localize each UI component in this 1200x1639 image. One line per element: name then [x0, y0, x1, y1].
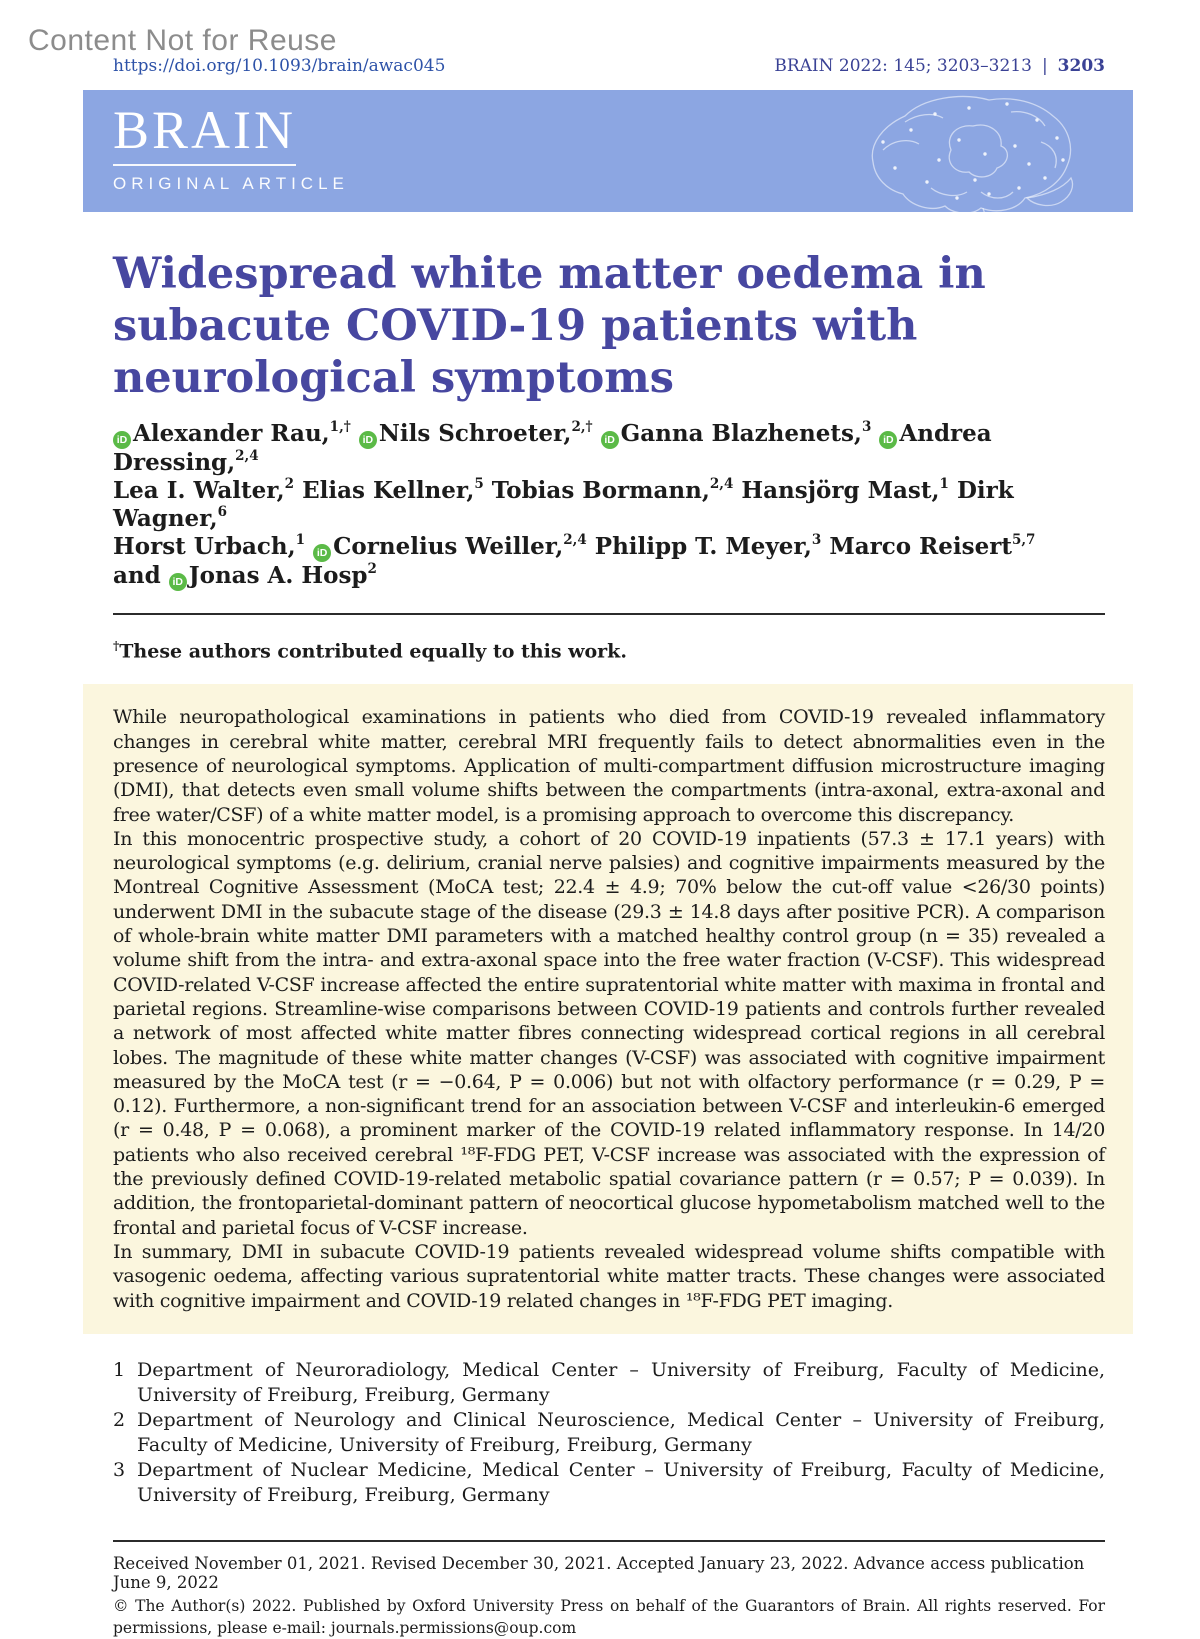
- affiliation-item: [113, 1358, 1105, 1408]
- author-name: Andrea Dressing,: [113, 420, 992, 477]
- author-list: [113, 420, 1105, 591]
- author-name: Tobias Bormann,: [491, 477, 710, 505]
- author-name: Lea I. Walter,: [113, 477, 285, 505]
- orcid-icon[interactable]: iD: [601, 431, 619, 449]
- author-affiliation-superscript: 1: [295, 532, 306, 549]
- affiliation-item: [113, 1458, 1105, 1508]
- abstract-paragraph-3: In summary, DMI in subacute COVID-19 patients revealed widespread volume shifts compatible with vasogenic oedema, affecting various supratentorial white matter tracts. These changes were associated with cognitive impairment and COVID-19 related changes in ¹⁸F-FDG PET imaging.: [113, 1240, 1105, 1312]
- author-name: Philipp T. Meyer,: [594, 533, 812, 561]
- page-number: 3203: [1057, 56, 1105, 76]
- author-affiliation-superscript: 5,7: [1011, 532, 1036, 549]
- orcid-icon[interactable]: iD: [113, 431, 131, 449]
- author-name: Dirk Wagner,: [113, 477, 1014, 533]
- affiliation-text: Department of Nuclear Medicine, Medical Center – University of Freiburg, Faculty of Medicine, University of Freiburg, Freiburg, Germany: [137, 1458, 1105, 1506]
- author-conjunction: and: [113, 562, 169, 590]
- copyright-notice: © The Author(s) 2022. Published by Oxford University Press on behalf of the Guarantors of Brain. All rights reserved. For permissions, please e-mail: journals.permissions@oup.com: [113, 1596, 1105, 1637]
- journal-logo: BRAIN: [113, 103, 296, 166]
- dagger-marker: †: [113, 639, 120, 654]
- author-affiliation-superscript: 6: [217, 504, 228, 521]
- author-affiliation-superscript: 1,†: [329, 419, 351, 436]
- orcid-icon[interactable]: iD: [359, 431, 377, 449]
- abstract-box: [83, 684, 1133, 1333]
- affiliation-number: 2: [113, 1408, 126, 1431]
- affiliation-item: [113, 1408, 1105, 1458]
- article-title: Widespread white matter oedema in subacute COVID-19 patients with neurological symptoms: [113, 249, 986, 404]
- citation: [774, 56, 1105, 76]
- footnote-text: These authors contributed equally to this work.: [119, 640, 627, 663]
- citation-divider: |: [1041, 56, 1048, 76]
- author-affiliation-superscript: 3: [861, 419, 872, 436]
- author-name: Hansjörg Mast,: [741, 477, 940, 505]
- author-affiliation-superscript: 2,†: [571, 419, 593, 436]
- author-name: Jonas A. Hosp: [188, 562, 368, 590]
- abstract-paragraph-1: While neuropathological examinations in patients who died from COVID-19 revealed inflammatory changes in cerebral white matter, cerebral MRI frequently fails to detect abnormalities even in the presence of neurological symptoms. Application of multi-compartment diffusion microstructure imaging (DMI), that detects even small volume shifts between the compartments (intra-axonal, extra-axonal and free water/CSF) of a white matter model, is a promising approach to overcome this discrepancy.: [113, 706, 1105, 826]
- orcid-icon[interactable]: iD: [313, 544, 331, 562]
- orcid-icon[interactable]: iD: [169, 573, 187, 591]
- author-affiliation-superscript: 2: [284, 476, 295, 493]
- affiliations-list: [113, 1358, 1105, 1508]
- divider-rule-top: [113, 613, 1105, 615]
- citation-text: BRAIN 2022: 145; 3203–3213: [774, 56, 1032, 76]
- divider-rule-bottom: [113, 1540, 1105, 1542]
- abstract-paragraph-2: In this monocentric prospective study, a cohort of 20 COVID-19 inpatients (57.3 ± 17.1 years) with neurological symptoms (e.g. delirium, cranial nerve palsies) and cognitive impairments measured by the Montreal Cognitive Assessment (MoCA test; 22.4 ± 4.9; 70% below the cut-off value <26/30 points) underwent DMI in the subacute stage of the disease (29.3 ± 14.8 days after positive PCR). A comparison of whole-brain white matter DMI parameters with a matched healthy control group (n = 35) revealed a volume shift from the intra- and extra-axonal space into the free water fraction (V-CSF). This widespread COVID-related V-CSF increase affected the entire supratentorial white matter with maxima in frontal and parietal regions. Streamline-wise comparisons between COVID-19 patients and controls further revealed a network of most affected white matter fibres connecting widespread cortical regions in all cerebral lobes. The magnitude of these white matter changes (V-CSF) was associated with cognitive impairment measured by the MoCA test (r = −0.64, P = 0.006) but not with olfactory performance (r = 0.29, P = 0.12). Furthermore, a non-significant trend for an association between V-CSF and interleukin-6 emerged (r = 0.48, P = 0.068), a prominent marker of the COVID-19 related inflammatory response. In 14/20 patients who also received cerebral ¹⁸F-FDG PET, V-CSF increase was associated with the expression of the previously defined COVID-19-related metabolic spatial covariance pattern (r = 0.57; P = 0.039). In addition, the frontoparietal-dominant pattern of neocortical glucose hypometabolism matched well to the frontal and parietal focus of V-CSF increase.: [113, 827, 1105, 1239]
- author-name: Alexander Rau,: [133, 420, 330, 448]
- author-name: Marco Reisert: [829, 533, 1012, 561]
- author-affiliation-superscript: 3: [811, 532, 822, 549]
- author-affiliation-superscript: 2,4: [235, 448, 259, 465]
- author-name: Horst Urbach,: [113, 533, 296, 561]
- author-name: Cornelius Weiller,: [333, 533, 564, 561]
- author-affiliation-superscript: 1: [939, 476, 949, 493]
- brain-illustration: [839, 90, 1133, 212]
- equal-contribution-footnote: [113, 639, 1105, 662]
- author-affiliation-superscript: 2: [367, 561, 377, 578]
- affiliation-number: 1: [113, 1358, 126, 1381]
- author-affiliation-superscript: 2,4: [709, 476, 734, 493]
- author-name: Ganna Blazhenets,: [620, 420, 862, 448]
- affiliation-number: 3: [113, 1458, 126, 1481]
- doi-link[interactable]: https://doi.org/10.1093/brain/awac045: [113, 56, 446, 76]
- author-name: Nils Schroeter,: [378, 420, 572, 448]
- orcid-icon[interactable]: iD: [879, 431, 897, 449]
- affiliation-text: Department of Neurology and Clinical Neuroscience, Medical Center – University of Freiburg, Faculty of Medicine, University of Freiburg, Freiburg, Germany: [137, 1408, 1105, 1456]
- author-affiliation-superscript: 2,4: [563, 532, 587, 549]
- article-type-label: ORIGINAL ARTICLE: [113, 174, 349, 193]
- author-affiliation-superscript: 5: [474, 476, 484, 493]
- publication-history: Received November 01, 2021. Revised December 30, 2021. Accepted January 23, 2022. Advance access publication June 9, 2022: [113, 1553, 1085, 1592]
- watermark: Content Not for Reuse: [28, 24, 337, 57]
- affiliation-text: Department of Neuroradiology, Medical Center – University of Freiburg, Faculty of Medicine, University of Freiburg, Freiburg, Germany: [137, 1358, 1105, 1406]
- journal-banner: [83, 90, 1133, 212]
- author-name: Elias Kellner,: [302, 477, 475, 505]
